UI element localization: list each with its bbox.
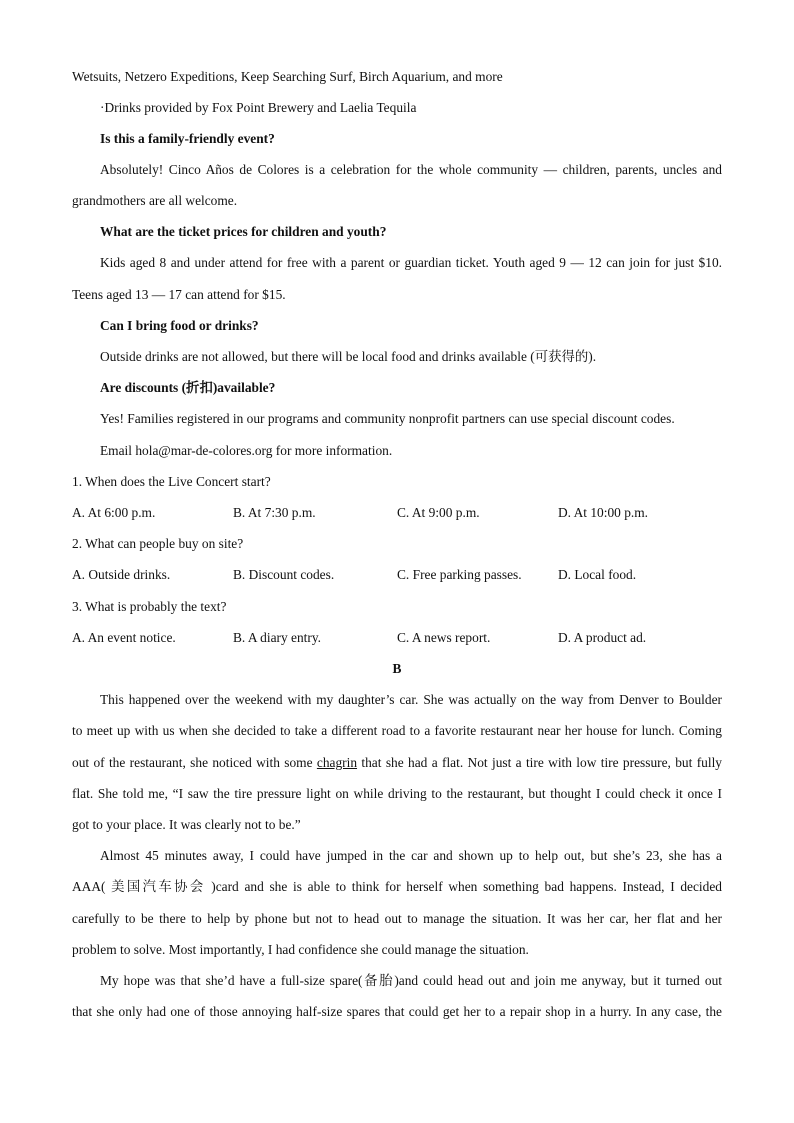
faq-answer-2-line-2: Teens aged 13 — 17 can attend for $15. bbox=[72, 287, 286, 302]
passage-p1-line-3 bbox=[72, 754, 722, 772]
faq-answer-1-line-2: grandmothers are all welcome. bbox=[72, 193, 238, 208]
passage-p2-line-2: AAA( 美国汽车协会 )card and she is able to think for herself when something bad happens. Instead, I decided bbox=[72, 879, 722, 894]
question-1-option-d: D. At 10:00 p.m. bbox=[558, 505, 649, 520]
question-1-option-c: C. At 9:00 p.m. bbox=[397, 505, 480, 520]
question-2-stem: 2. What can people buy on site? bbox=[72, 536, 244, 551]
question-2-option-a: A. Outside drinks. bbox=[72, 567, 171, 582]
passage-p1-line-4: flat. She told me, “I saw the tire pressure light on while driving to the restaurant, but thought I could check it once I bbox=[72, 786, 722, 801]
question-3-option-d: D. A product ad. bbox=[558, 630, 647, 645]
question-3-option-a: A. An event notice. bbox=[72, 630, 176, 645]
question-1-stem: 1. When does the Live Concert start? bbox=[72, 474, 271, 489]
faq-question-3: Can I bring food or drinks? bbox=[100, 318, 259, 333]
drinks-line: ·Drinks provided by Fox Point Brewery and Laelia Tequila bbox=[100, 100, 417, 115]
sponsors-line: Wetsuits, Netzero Expeditions, Keep Searching Surf, Birch Aquarium, and more bbox=[72, 69, 503, 84]
passage-p1-line-5: got to your place. It was clearly not to be.” bbox=[72, 817, 301, 832]
question-3-option-b: B. A diary entry. bbox=[233, 630, 322, 645]
question-3-stem: 3. What is probably the text? bbox=[72, 599, 227, 614]
passage-p3-line-1: My hope was that she’d have a full-size spare(备胎)and could head out and join me anyway, but it turned out bbox=[100, 973, 722, 988]
passage-p1-line-2: to meet up with us when she decided to take a different road to a favorite restaurant near her house for lunch. Coming bbox=[72, 723, 722, 738]
faq-answer-1-line-1: Absolutely! Cinco Años de Colores is a celebration for the whole community — children, parents, uncles and bbox=[100, 162, 722, 177]
question-3-option-c: C. A news report. bbox=[397, 630, 491, 645]
faq-question-1: Is this a family-friendly event? bbox=[100, 131, 275, 146]
question-2-option-b: B. Discount codes. bbox=[233, 567, 335, 582]
underlined-word-chagrin: chagrin bbox=[316, 755, 358, 770]
faq-answer-4-line-1: Yes! Families registered in our programs and community nonprofit partners can use special discount codes. bbox=[100, 411, 675, 426]
faq-answer-4-line-2: Email hola@mar-de-colores.org for more information. bbox=[100, 443, 393, 458]
faq-answer-3-line-1: Outside drinks are not allowed, but there will be local food and drinks available (可获得的). bbox=[100, 349, 597, 364]
passage-p1-line-3-before: out of the restaurant, she noticed with some bbox=[72, 755, 317, 770]
question-1-option-b: B. At 7:30 p.m. bbox=[233, 505, 316, 520]
passage-p3-line-2: that she only had one of those annoying half-size spares that could get her to a repair shop in a hurry. In any case, the bbox=[72, 1004, 722, 1019]
passage-p1-line-3-after: that she had a flat. Not just a tire with low tire pressure, but fully bbox=[357, 755, 722, 770]
question-2-option-c: C. Free parking passes. bbox=[397, 567, 522, 582]
passage-p2-line-4: problem to solve. Most importantly, I had confidence she could manage the situation. bbox=[72, 942, 529, 957]
faq-question-4: Are discounts (折扣)available? bbox=[100, 380, 276, 395]
section-b-heading: B bbox=[392, 661, 402, 676]
faq-question-2: What are the ticket prices for children and youth? bbox=[100, 224, 387, 239]
passage-p2-line-3: carefully to be there to help by phone but not to head out to manage the situation. It was her car, her flat and her bbox=[72, 911, 722, 926]
question-2-option-d: D. Local food. bbox=[558, 567, 637, 582]
passage-p1-line-1: This happened over the weekend with my daughter’s car. She was actually on the way from Denver to Boulder bbox=[100, 692, 722, 707]
faq-answer-2-line-1: Kids aged 8 and under attend for free with a parent or guardian ticket. Youth aged 9 — 12 can join for just $10. bbox=[100, 255, 722, 270]
question-1-option-a: A. At 6:00 p.m. bbox=[72, 505, 156, 520]
passage-p2-line-1: Almost 45 minutes away, I could have jumped in the car and shown up to help out, but she’s 23, she has a bbox=[100, 848, 722, 863]
